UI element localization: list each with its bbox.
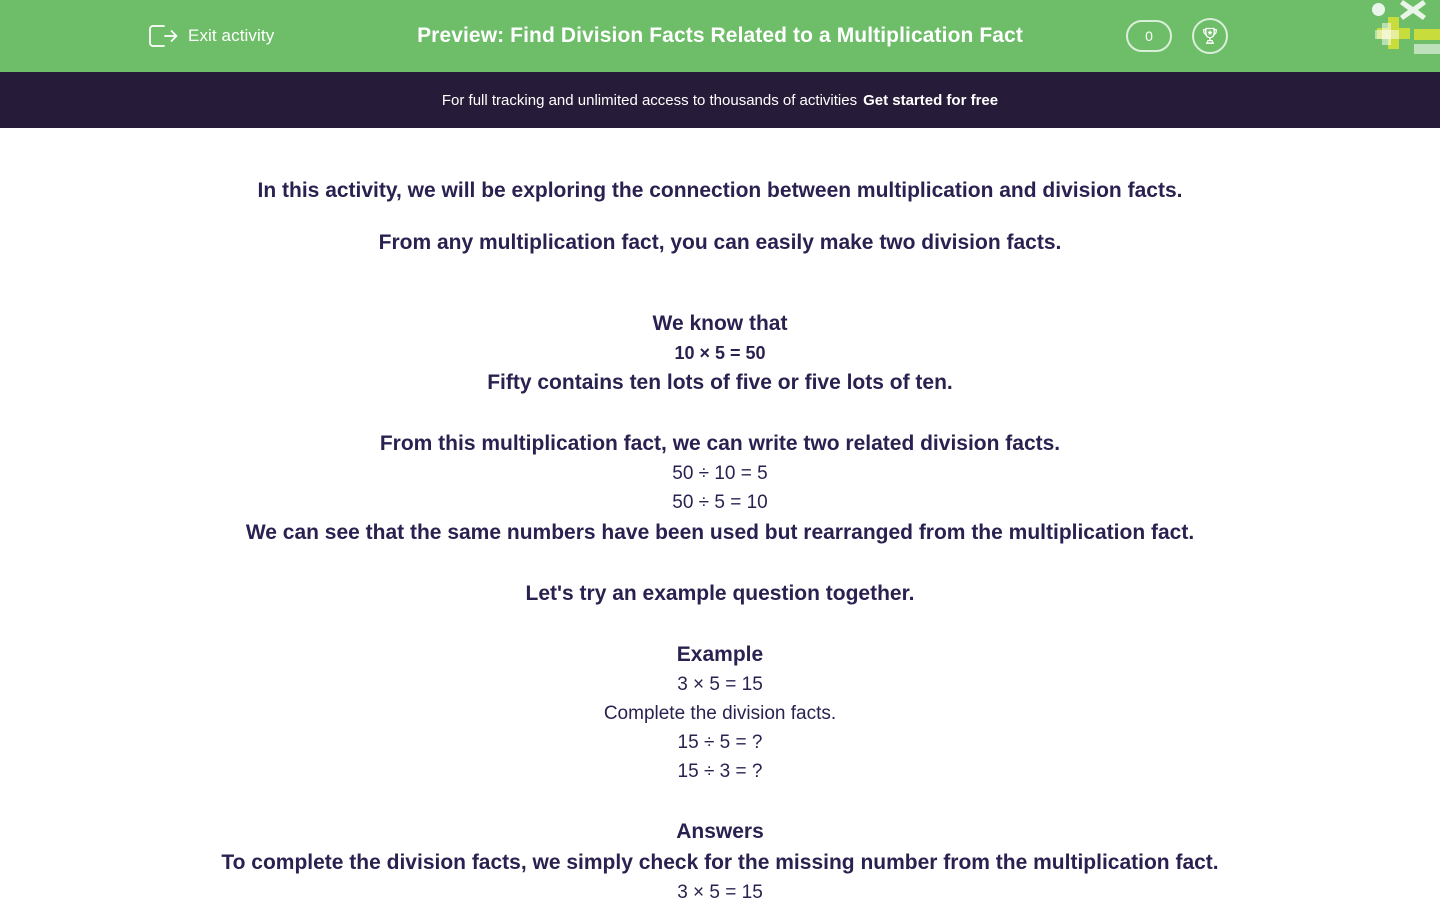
lets-try-line: Let's try an example question together.: [525, 582, 915, 605]
example-heading: Example: [676, 643, 764, 666]
answers-heading: Answers: [676, 820, 764, 843]
example-question-1: 15 ÷ 5 = ?: [677, 732, 763, 753]
logo-plus-lime-vertical: [1388, 17, 1399, 49]
exit-activity-button[interactable]: [148, 0, 274, 72]
score-value: 0: [1145, 28, 1153, 44]
score-badge[interactable]: [1126, 20, 1172, 52]
example-question-2: 15 ÷ 3 = ?: [677, 761, 763, 782]
example-fact: 3 × 5 = 15: [677, 674, 763, 695]
spacer: [0, 609, 1440, 639]
we-know-that-line: We know that: [652, 312, 788, 335]
logo-plus-white-vertical: [1382, 23, 1391, 45]
exit-activity-label: Exit activity: [188, 26, 275, 45]
trophy-icon: [1200, 26, 1220, 46]
exit-door-arrow-icon: [148, 24, 178, 48]
brand-logo-decoration: [1358, 0, 1440, 58]
promo-text: For full tracking and unlimited access to thousands of activities: [441, 91, 858, 109]
page-title: Preview: Find Division Facts Related to a Multiplication Fact: [417, 24, 1023, 47]
answers-note: To complete the division facts, we simply check for the missing number from the multiplication fact.: [221, 851, 1219, 874]
answers-fact-partial: 3 × 5 = 15: [677, 882, 763, 900]
spacer: [0, 786, 1440, 816]
app-header: [0, 0, 1440, 72]
spacer: [0, 284, 1440, 308]
logo-rect-lime: [1414, 29, 1440, 40]
from-this-fact-line: From this multiplication fact, we can write two related division facts.: [379, 432, 1061, 455]
logo-plus-white-horizontal: [1375, 30, 1399, 39]
logo-plus-lime-horizontal: [1377, 28, 1410, 39]
activity-content: [0, 128, 1440, 900]
header-actions: [1126, 0, 1228, 72]
promo-banner: [0, 72, 1440, 128]
division-fact-2: 50 ÷ 5 = 10: [672, 492, 768, 513]
get-started-link[interactable]: Get started for free: [863, 91, 999, 109]
trophy-button[interactable]: [1192, 18, 1228, 54]
spacer: [0, 398, 1440, 428]
logo-x-shape: [1400, 0, 1426, 20]
fact-explanation: Fifty contains ten lots of five or five lots of ten.: [487, 371, 953, 394]
second-line: From any multiplication fact, you can easily make two division facts.: [378, 231, 1062, 254]
logo-rect-white: [1414, 44, 1440, 54]
spacer: [0, 253, 1440, 284]
multiplication-fact: 10 × 5 = 50: [674, 343, 766, 363]
example-instruction: Complete the division facts.: [603, 703, 837, 724]
spacer: [0, 201, 1440, 232]
logo-circle-shape: [1372, 3, 1385, 16]
spacer: [0, 548, 1440, 578]
rearranged-note: We can see that the same numbers have been used but rearranged from the multiplication fact.: [245, 521, 1195, 544]
intro-line: In this activity, we will be exploring the connection between multiplication and division facts.: [257, 179, 1183, 202]
division-fact-1: 50 ÷ 10 = 5: [672, 463, 768, 484]
